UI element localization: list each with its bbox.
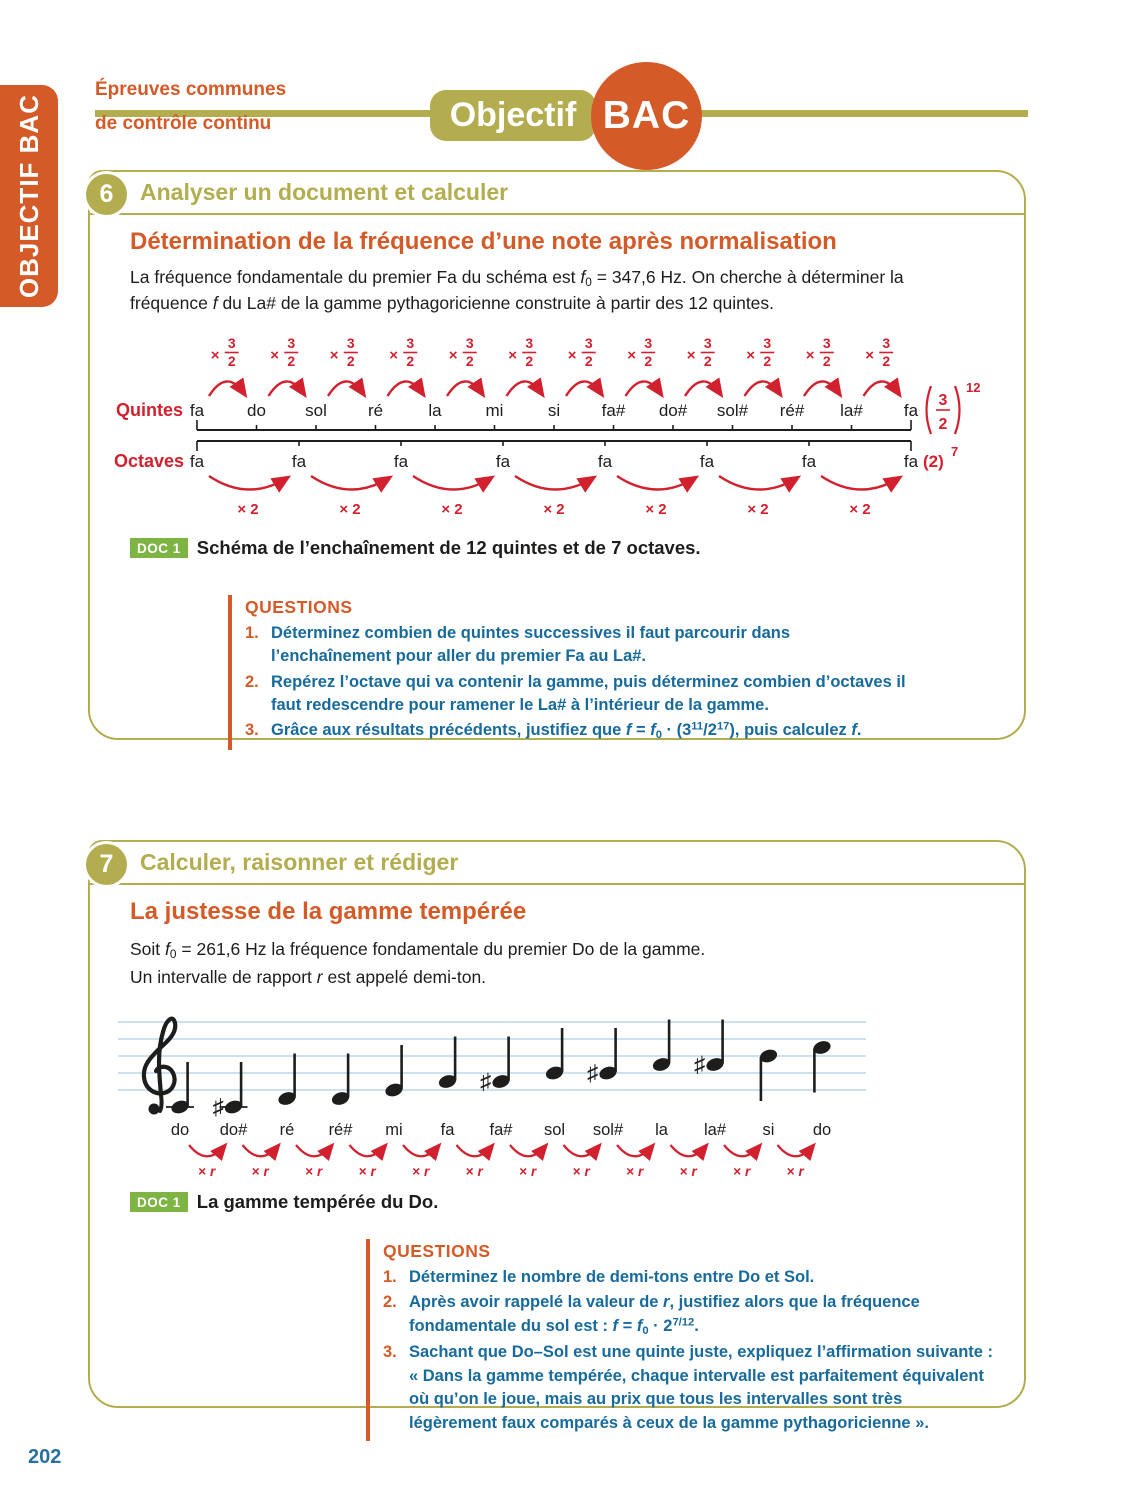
doc-caption: Schéma de l’enchaînement de 12 quintes et de 7 octaves. — [196, 536, 701, 558]
header-kicker — [95, 80, 286, 133]
exercise-6-number-badge: 6 — [86, 174, 127, 215]
question-text: Après avoir rappelé la valeur de r, justifiez alors que la fréquence fondamentale du sol est : $f = f_0 \cdot 2^{7/12}$. — [409, 1293, 920, 1337]
question-text: Repérez l’octave qui va contenir la gamme, puis déterminez combien d’octaves il faut redescendre pour ramener le La# à l’intérieur de la gamme. — [271, 672, 906, 715]
svg-text:3: 3 — [822, 334, 831, 351]
svg-text:× r: × r — [786, 1163, 804, 1179]
exercise-6-box — [88, 170, 1026, 740]
svg-text:mi: mi — [485, 400, 504, 420]
svg-text:×: × — [389, 346, 399, 364]
svg-text:♯: ♯ — [587, 1059, 598, 1085]
svg-text:fa: fa — [440, 1120, 455, 1139]
kicker-line-2: de contrôle continu — [95, 113, 272, 134]
question-number: 2. — [383, 1293, 397, 1312]
svg-text:sol: sol — [305, 400, 327, 420]
doc-caption: La gamme tempérée du Do. — [196, 1190, 439, 1212]
svg-text:mi: mi — [385, 1120, 403, 1139]
svg-text:sol#: sol# — [716, 400, 749, 420]
svg-text:3: 3 — [938, 391, 948, 409]
svg-text:3: 3 — [703, 334, 712, 351]
svg-text:fa: fa — [903, 451, 919, 471]
exercise-6-skill-title: Analyser un document et calculer — [140, 179, 509, 205]
svg-text:2: 2 — [465, 352, 474, 369]
svg-text:3: 3 — [525, 334, 534, 351]
exercise-7-title: La justesse de la gamme tempérée — [130, 898, 527, 925]
exercise-7-band — [90, 842, 1024, 885]
exercise-6-intro: La fréquence fondamentale du premier Fa du schéma est $f_0 = 347,6$ Hz. On cherche à déterminer la fréquence f du La# de la gamme pythagoricienne construite à partir des 12 quintes. — [130, 267, 904, 313]
svg-text:♯: ♯ — [694, 1051, 705, 1077]
svg-text:do#: do# — [219, 1120, 248, 1139]
svg-text:2: 2 — [346, 352, 355, 369]
svg-text:×: × — [567, 346, 577, 364]
svg-text:fa: fa — [291, 451, 307, 471]
question-text: Grâce aux résultats précédents, justifiez que $f = f_0 \cdot (3^{11}/2^{17})$, puis calculez f. — [271, 721, 862, 742]
svg-text:sol#: sol# — [592, 1120, 624, 1139]
svg-text:3: 3 — [584, 334, 593, 351]
svg-text:× 2: × 2 — [543, 500, 565, 518]
question-number: 3. — [245, 721, 259, 740]
svg-text:3: 3 — [287, 334, 296, 351]
svg-text:la#: la# — [703, 1120, 727, 1139]
svg-text:2: 2 — [703, 352, 712, 369]
svg-text:ré#: ré# — [779, 400, 805, 420]
svg-text:× r: × r — [519, 1163, 537, 1179]
svg-text:×: × — [508, 346, 518, 364]
question-item — [245, 719, 908, 744]
exercise-6-band — [90, 172, 1024, 215]
svg-text:fa: fa — [801, 451, 817, 471]
question-number: 3. — [383, 1343, 397, 1362]
exercise-7-intro-line2: Un intervalle de rapport r est appelé demi-ton. — [130, 966, 487, 987]
svg-text:× r: × r — [358, 1163, 376, 1179]
svg-text:ré: ré — [279, 1120, 295, 1139]
svg-text:si: si — [762, 1120, 775, 1139]
doc-badge: DOC 1 — [130, 1192, 188, 1212]
svg-text:× r: × r — [679, 1163, 697, 1179]
svg-text:fa#: fa# — [601, 400, 626, 420]
svg-text:2: 2 — [882, 352, 891, 369]
svg-text:2: 2 — [287, 352, 296, 369]
svg-text:ré#: ré# — [328, 1120, 353, 1139]
svg-text:3: 3 — [406, 334, 415, 351]
page-number: 202 — [28, 1446, 62, 1468]
svg-text:×: × — [210, 346, 220, 364]
doc-badge: DOC 1 — [130, 538, 188, 558]
questions-title: QUESTIONS — [383, 1240, 491, 1261]
questions-panel — [366, 1239, 994, 1441]
svg-text:si: si — [547, 400, 561, 420]
svg-text:2: 2 — [525, 352, 534, 369]
svg-text:×: × — [270, 346, 280, 364]
svg-text:×: × — [627, 346, 637, 364]
svg-text:fa#: fa# — [489, 1120, 513, 1139]
svg-text:do: do — [812, 1120, 832, 1139]
svg-text:×: × — [805, 346, 815, 364]
svg-text:fa: fa — [699, 451, 715, 471]
svg-text:3: 3 — [882, 334, 891, 351]
svg-text:2: 2 — [938, 415, 948, 433]
question-text: Sachant que Do–Sol est une quinte juste, expliquez l’affirmation suivante : « Dans la gamme tempérée, chaque intervalle est parfaitement équivalent où qu’on le joue, mais au prix que tous les intervalles sont très légèrement faux comparés à ceux de la gamme pythagoricienne ». — [409, 1343, 994, 1432]
svg-text:do#: do# — [658, 400, 688, 420]
svg-text:×: × — [448, 346, 458, 364]
bac-badge-circle: BAC — [591, 62, 702, 170]
svg-text:2: 2 — [644, 352, 653, 369]
svg-text:do: do — [247, 400, 266, 420]
svg-text:× 2: × 2 — [645, 500, 667, 518]
exercise-6-title: Détermination de la fréquence d’une note après normalisation — [130, 228, 837, 255]
svg-text:× r: × r — [733, 1163, 751, 1179]
question-number: 1. — [383, 1267, 397, 1286]
doc-row — [130, 1191, 994, 1213]
question-number: 2. — [245, 672, 259, 691]
svg-text:× r: × r — [626, 1163, 644, 1179]
exercise-7-skill-title: Calculer, raisonner et rédiger — [140, 849, 459, 875]
svg-text:3: 3 — [346, 334, 355, 351]
svg-text:2: 2 — [584, 352, 593, 369]
svg-text:× r: × r — [572, 1163, 590, 1179]
exercise-7-box — [88, 840, 1026, 1432]
question-item — [245, 671, 908, 718]
svg-text:×: × — [865, 346, 875, 364]
svg-text:12: 12 — [966, 379, 981, 395]
svg-text:×: × — [329, 346, 339, 364]
svg-text:3: 3 — [227, 334, 236, 351]
svg-text:do: do — [170, 1120, 190, 1139]
questions-title: QUESTIONS — [245, 596, 353, 617]
svg-text:× 2: × 2 — [849, 500, 871, 518]
svg-text:2: 2 — [763, 352, 772, 369]
svg-text:×: × — [746, 346, 756, 364]
questions-panel — [228, 595, 908, 750]
svg-text:Octaves: Octaves — [114, 450, 185, 471]
svg-text:fa: fa — [189, 451, 205, 471]
svg-text:× 2: × 2 — [339, 500, 361, 518]
objectif-bac-side-tab — [0, 85, 58, 307]
question-text: Déterminez le nombre de demi-tons entre Do et Sol. — [409, 1267, 815, 1286]
svg-text:la: la — [655, 1120, 668, 1139]
svg-text:×: × — [686, 346, 696, 364]
doc-row — [130, 537, 994, 559]
svg-text:fa: fa — [597, 451, 613, 471]
svg-text:× r: × r — [465, 1163, 483, 1179]
svg-text:× r: × r — [412, 1163, 430, 1179]
svg-text:Quintes: Quintes — [116, 399, 184, 420]
question-item — [245, 622, 908, 669]
staff-diagram — [114, 1004, 874, 1180]
svg-text:3: 3 — [465, 334, 474, 351]
svg-text:3: 3 — [763, 334, 772, 351]
kicker-line-1: Épreuves communes — [95, 79, 287, 100]
svg-text:2: 2 — [822, 352, 831, 369]
svg-text:ré: ré — [367, 400, 384, 420]
question-item — [383, 1341, 994, 1435]
question-item — [383, 1291, 994, 1339]
exercise-7-number-badge: 7 — [86, 844, 127, 885]
side-tab-label: OBJECTIF BAC — [13, 93, 44, 299]
question-item — [383, 1266, 994, 1289]
svg-text:× r: × r — [305, 1163, 323, 1179]
question-text: Déterminez combien de quintes successives il faut parcourir dans l’enchaînement pour aller du premier Fa au La#. — [271, 623, 791, 666]
svg-text:♯: ♯ — [480, 1068, 491, 1094]
svg-text:× 2: × 2 — [747, 500, 769, 518]
svg-text:la: la — [428, 400, 442, 420]
svg-text:fa: fa — [903, 400, 919, 420]
svg-text:× 2: × 2 — [441, 500, 463, 518]
svg-text:× 2: × 2 — [237, 500, 259, 518]
quintes-octaves-diagram — [112, 330, 1024, 522]
svg-text:3: 3 — [644, 334, 653, 351]
svg-text:la#: la# — [840, 400, 863, 420]
objectif-badge: Objectif — [430, 90, 596, 141]
svg-text:fa: fa — [189, 400, 205, 420]
svg-text:(2): (2) — [923, 451, 944, 471]
exercise-7-intro-line1: Soit $f_0 = 261,6$ Hz la fréquence fondamentale du premier Do de la gamme. — [130, 939, 706, 962]
svg-text:× r: × r — [251, 1163, 269, 1179]
svg-text:2: 2 — [406, 352, 415, 369]
svg-text:fa: fa — [495, 451, 511, 471]
question-number: 1. — [245, 623, 259, 642]
svg-text:7: 7 — [951, 443, 959, 459]
svg-text:× r: × r — [198, 1163, 216, 1179]
svg-text:2: 2 — [227, 352, 236, 369]
svg-text:♯: ♯ — [212, 1093, 224, 1119]
svg-text:sol: sol — [543, 1120, 566, 1139]
svg-text:fa: fa — [393, 451, 409, 471]
